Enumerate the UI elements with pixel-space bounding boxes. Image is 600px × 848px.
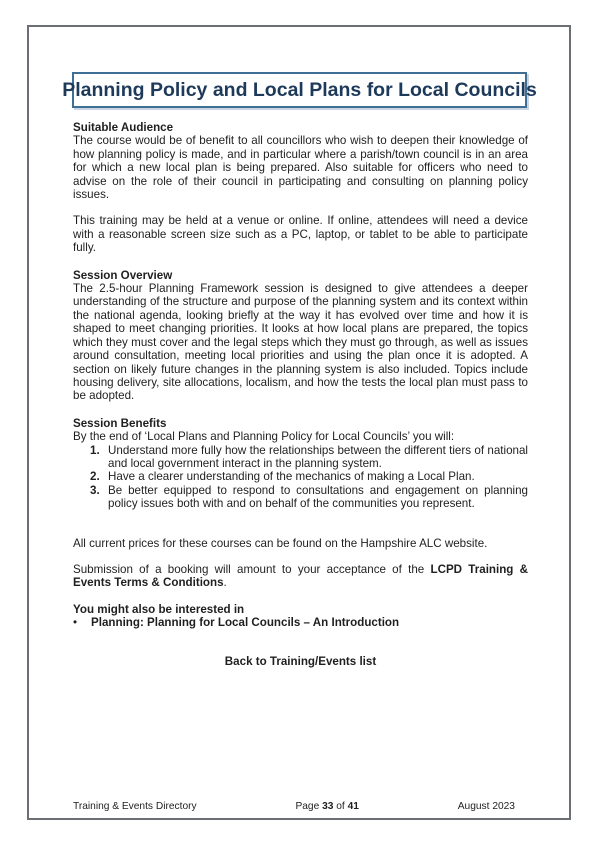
benefit-item — [73, 484, 528, 511]
footer-right: August 2023 — [457, 801, 515, 812]
venue-paragraph: This training may be held at a venue or online. If online, attendees will need a device with a reasonable screen size such as a PC, laptop, or tablet to be able to participate fully. — [73, 214, 528, 255]
terms-conditions-link[interactable]: LCPD Training & Events Terms & Conditions — [73, 562, 529, 590]
bullet-icon: • — [73, 616, 78, 630]
booking-note — [73, 563, 528, 590]
footer-page-info — [295, 801, 358, 812]
page-total: 41 — [347, 801, 359, 812]
content — [73, 121, 528, 630]
session-overview-heading: Session Overview — [73, 268, 173, 282]
benefit-item — [73, 470, 528, 483]
benefits-list — [73, 444, 528, 511]
back-to-training-events-link[interactable]: Back to Training/Events list — [224, 655, 377, 668]
session-benefits-heading: Session Benefits — [73, 416, 167, 430]
related-heading: You might also be interested in — [73, 602, 245, 616]
benefit-number: 2. — [90, 470, 100, 484]
footer-left: Training & Events Directory — [73, 801, 197, 812]
prices-note: All current prices for these courses can be found on the Hampshire ALC website. — [73, 536, 488, 550]
benefit-text: Have a clearer understanding of the mechanics of making a Local Plan. — [108, 470, 475, 484]
title-box — [62, 72, 537, 108]
page-current: 33 — [322, 801, 334, 812]
benefit-text: Be better equipped to respond to consultations and engagement on planning policy issues both with and on behalf of the communities you represent. — [108, 483, 528, 511]
benefit-text: Understand more fully how the relationships between the different tiers of national and local government interact in the planning system. — [108, 443, 528, 470]
page-of: of — [333, 801, 348, 812]
related-item-link[interactable]: Planning: Planning for Local Councils – An Introduction — [91, 616, 400, 630]
benefit-number: 3. — [90, 483, 100, 497]
related-list — [73, 616, 528, 629]
session-benefits-intro: By the end of ‘Local Plans and Planning Policy for Local Councils’ you will: — [73, 430, 455, 444]
page-title: Planning Policy and Local Plans for Local Councils — [62, 78, 537, 101]
booking-note-prefix: Submission of a booking will amount to your acceptance of the — [73, 562, 431, 576]
footer — [73, 801, 515, 812]
related-item[interactable] — [73, 616, 528, 629]
page-prefix: Page — [295, 801, 323, 812]
benefit-number: 1. — [90, 443, 100, 457]
suitable-audience-heading: Suitable Audience — [73, 121, 174, 134]
session-overview-paragraph: The 2.5-hour Planning Framework session is designed to give attendees a deeper understanding of the structure and purpose of the planning system and its context within the national agenda, looking briefly at the way it has evolved over time and how it is shaped to meet changing priorities. It looks at how local plans are prepared, the topics which they must cover and the legal steps which they must go through, as well as issues around consultation, meeting local priorities and using the plan once it is adopted. A section on likely future changes in the planning system is also included. Topics include housing delivery, site allocations, localism, and how the tests the local plan must pass to be adopted. — [73, 282, 528, 403]
booking-note-suffix: . — [223, 576, 227, 590]
suitable-audience-paragraph: The course would be of benefit to all councillors who wish to deepen their knowledge of how planning policy is made, and in particular where a parish/town council is in an area for which a new local plan is being prepared. Also suitable for officers who need to advise on the role of their council in participating and consulting on planning policy issues. — [73, 134, 528, 202]
benefit-item — [73, 444, 528, 471]
